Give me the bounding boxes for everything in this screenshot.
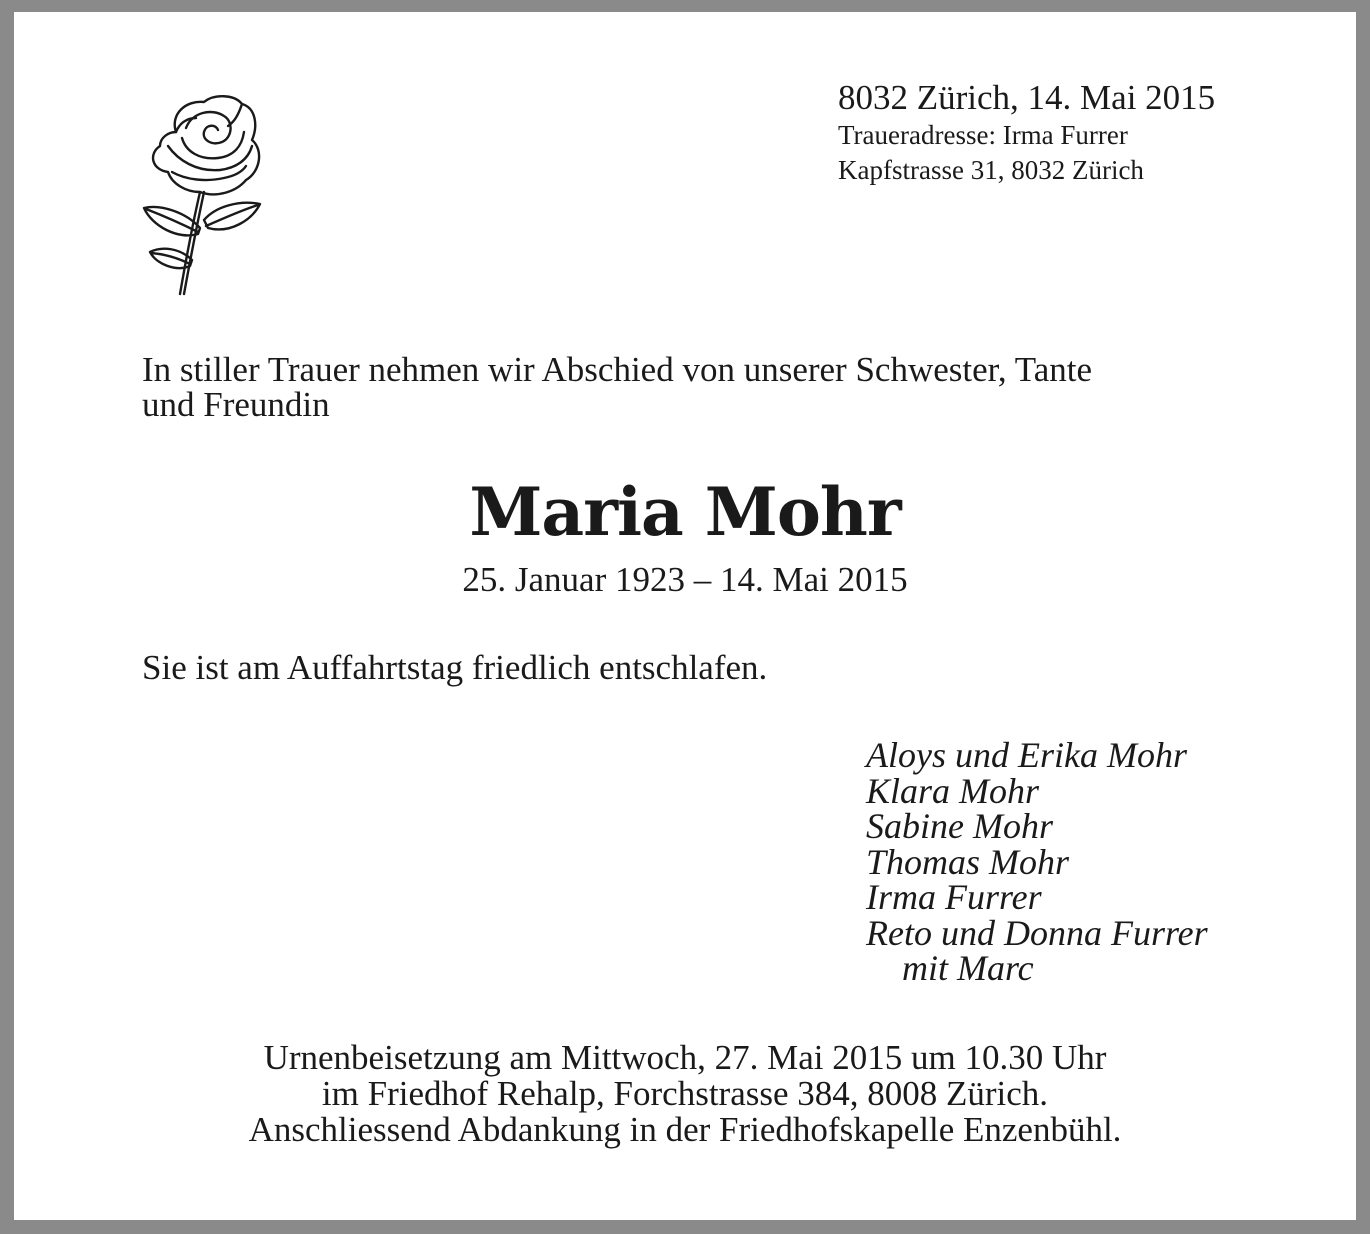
ceremony-info bbox=[14, 1040, 1356, 1148]
mourning-address-name: Traueradresse: Irma Furrer bbox=[838, 120, 1128, 150]
mourner: Thomas Mohr bbox=[866, 841, 1070, 882]
mourner: Reto und Donna Furrer bbox=[866, 912, 1208, 953]
obituary-page bbox=[14, 12, 1356, 1220]
header-block bbox=[838, 78, 1258, 188]
farewell-message: Sie ist am Auffahrtstag friedlich entschlafen. bbox=[142, 648, 768, 687]
intro-line-1: In stiller Trauer nehmen wir Abschied von unserer Schwester, Tante bbox=[142, 350, 1093, 389]
mourners-list bbox=[866, 735, 1208, 988]
ceremony-line-2: im Friedhof Rehalp, Forchstrasse 384, 8008 Zürich. bbox=[321, 1074, 1049, 1113]
life-dates: 25. Januar 1923 – 14. Mai 2015 bbox=[462, 560, 908, 599]
mourning-address-street: Kapfstrasse 31, 8032 Zürich bbox=[838, 155, 1144, 185]
ceremony-line-3: Anschliessend Abdankung in der Friedhofskapelle Enzenbühl. bbox=[248, 1110, 1122, 1149]
mourner: Sabine Mohr bbox=[866, 806, 1053, 846]
mourner: mit Marc bbox=[902, 948, 1034, 988]
mourner: Klara Mohr bbox=[866, 770, 1040, 811]
rose-icon bbox=[142, 88, 268, 302]
place-date: 8032 Zürich, 14. Mai 2015 bbox=[838, 78, 1216, 117]
intro-line-2: und Freundin bbox=[142, 385, 330, 424]
deceased-name: Maria Mohr bbox=[469, 473, 901, 551]
ceremony-line-1: Urnenbeisetzung am Mittwoch, 27. Mai 2015 um 10.30 Uhr bbox=[263, 1038, 1107, 1077]
mourner: Aloys und Erika Mohr bbox=[866, 735, 1187, 775]
mourner: Irma Furrer bbox=[866, 877, 1042, 917]
intro-text bbox=[142, 352, 1252, 422]
